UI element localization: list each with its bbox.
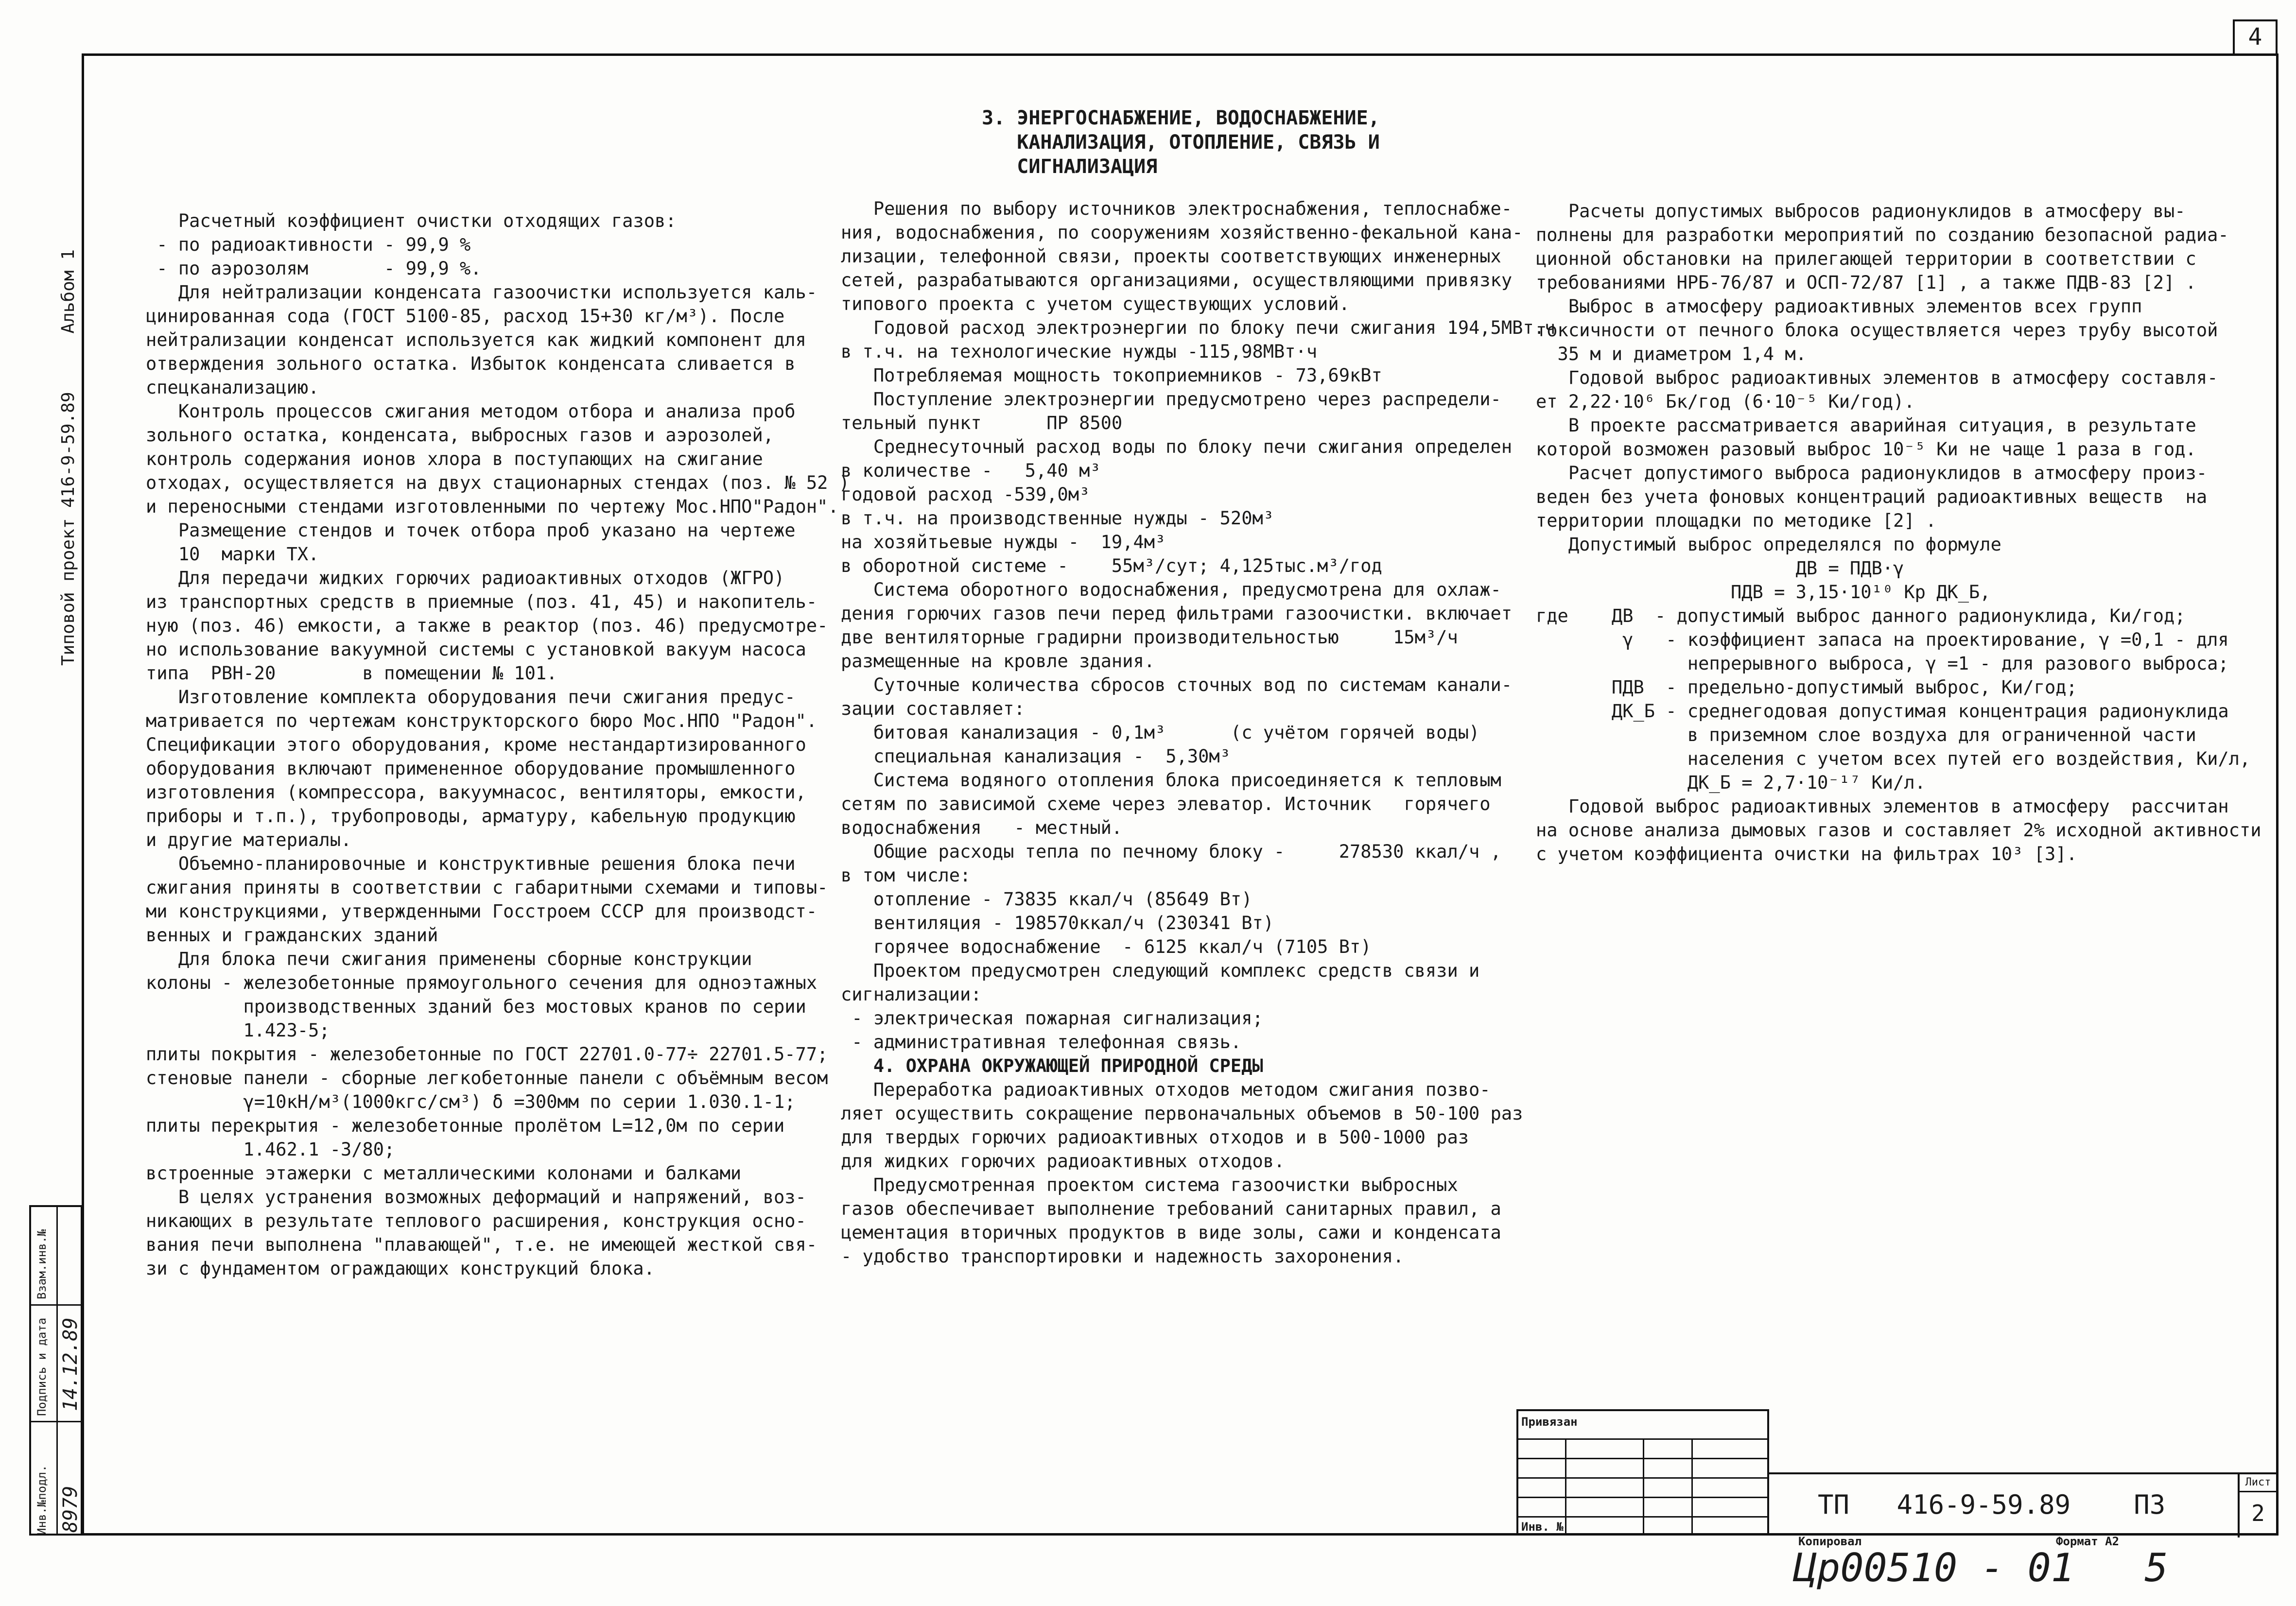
text-line: Допустимый выброс определялся по формуле [1536,534,2001,555]
column-left-text [146,209,850,1280]
text-line: водоснабжения - местный. [841,817,1123,838]
text-line: веден без учета фоновых концентраций радиоактивных веществ на [1536,486,2208,507]
stamp-sign-value: 14.12.89 [59,1317,82,1411]
text-line: оборудования включают примененное оборудование промышленного [146,758,796,779]
text-line: нейтрализации конденсат используется как жидкий компонент для [146,329,806,350]
text-line: В целях устранения возможных деформаций и напряжений, воз- [146,1187,806,1208]
text-line: - по радиоактивности - 99,9 % [146,234,471,255]
text-line: колоны - железобетонные прямоугольного сечения для одноэтажных [146,972,818,993]
text-line: спецканализацию. [146,377,319,398]
text-line: в оборотной системе - 55м³/сут; 4,125тыс.м³/год [841,555,1382,576]
sheet-corner-number: 4 [2233,19,2278,53]
text-line: токсичности от печного блока осуществляется через трубу высотой [1536,320,2218,341]
text-line: - по аэрозолям - 99,9 %. [146,258,482,279]
text-line: отопление - 73835 ккал/ч (85649 Вт) [841,889,1252,910]
text-line: никающих в результате теплового расширения, конструкция осно- [146,1210,806,1231]
text-line: Суточные количества сбросов сточных вод по системам канали- [841,674,1513,695]
text-line: специальная канализация - 5,30м³ [841,746,1231,767]
text-line: ми конструкциями, утвержденными Госстроем СССР для производст- [146,901,818,922]
text-line: которой возможен разовый выброс 10⁻⁵ Ки не чаще 1 раза в год. [1536,439,2196,460]
text-line: на основе анализа дымовых газов и составляет 2% исходной активности [1536,820,2261,841]
text-line: с учетом коэффициента очистки на фильтрах 10³ [3]. [1536,844,2077,864]
text-line: Система водяного отопления блока присоединяется к тепловым [841,770,1501,791]
text-line: встроенные этажерки с металлическими колонами и балками [146,1163,742,1184]
text-line: ДК_Б - среднегодовая допустимая концентрация радионуклида [1536,701,2229,722]
sheet-number: 2 [2251,1500,2265,1526]
title-block-inv-label: Инв. № [1521,1520,1564,1534]
text-line: Размещение стендов и точек отбора проб указано на чертеже [146,520,796,541]
text-line: зации составляет: [841,698,1025,719]
text-line: цинированная сода (ГОСТ 5100-85, расход 15+30 кг/м³). После [146,306,785,327]
text-line: газов обеспечивает выполнение требований санитарных правил, а [841,1198,1501,1219]
text-line: территории площадки по методике [2] . [1536,510,1937,531]
text-line: сжигания приняты в соответствии с габаритными схемами и типовы- [146,877,828,898]
text-line: для твердых горючих радиоактивных отходов и в 500-1000 раз [841,1127,1469,1148]
text-line: требованиями НРБ-76/87 и ОСП-72/87 [1] , а также ПДВ-83 [2] . [1536,272,2196,293]
text-line: ния, водоснабжения, по сооружениям хозяйственно-фекальной кана- [841,222,1523,243]
text-line: Расчеты допустимых выбросов радионуклидов в атмосферу вы- [1536,201,2186,222]
text-line: сетям по зависимой схеме через элеватор. Источник горячего [841,794,1491,814]
stamp-vzam-label: Взам.инв.№ [35,1229,49,1299]
sheet-number-box [2238,1474,2277,1537]
title-block [1516,1409,2279,1536]
text-line: годовой расход -539,0м³ [841,484,1090,505]
side-project-label [58,249,78,666]
registration-stamp [29,1205,83,1536]
handwritten-number: Цр00510 - 01 5 [1793,1545,2168,1590]
text-line: Выброс в атмосферу радиоактивных элементов всех групп [1536,296,2142,317]
text-line: вентиляция - 198570ккал/ч (230341 Вт) [841,913,1274,933]
text-line: Расчетный коэффициент очистки отходящих газов: [146,210,677,231]
text-line: Для блока печи сжигания применены сборные конструкции [146,949,752,969]
text-line: Годовой выброс радиоактивных элементов в атмосферу рассчитан [1536,796,2229,817]
text-line: тельный пункт ПР 8500 [841,413,1123,433]
text-line: в приземном слое воздуха для ограниченной части [1536,725,2196,745]
text-line: Потребляемая мощность токоприемников - 73,69кВт [841,365,1382,386]
text-line: для жидких горючих радиоактивных отходов. [841,1151,1285,1172]
text-line: ционной обстановки на прилегающей территории в соответствии с [1536,248,2196,269]
text-line: Предусмотренная проектом система газоочистки выбросных [841,1174,1458,1195]
side-album-label: Альбом 1 [58,249,78,334]
text-line: венных и гражданских зданий [146,925,438,946]
section-4-title: 4. ОХРАНА ОКРУЖАЮЩЕЙ ПРИРОДНОЙ СРЕДЫ [841,1055,1263,1076]
text-line: 10 марки ТХ. [146,544,319,565]
text-line: в количестве - 5,40 м³ [841,460,1101,481]
sheet-label: Лист [2240,1474,2277,1492]
text-line: плиты покрытия - железобетонные по ГОСТ 22701.0-77÷ 22701.5-77; [146,1044,828,1065]
text-line: производственных зданий без мостовых кранов по серии [146,996,806,1017]
text-line: γ - коэффициент запаса на проектирование, γ =0,1 - для [1536,629,2229,650]
text-line: контроль содержания ионов хлора в поступающих на сжигание [146,449,763,469]
text-line: Объемно-планировочные и конструктивные решения блока печи [146,853,796,874]
text-line: но использование вакуумной системы с установкой вакуум насоса [146,639,806,660]
text-line: γ=10кН/м³(1000кгс/см³) δ =300мм по серии 1.030.1-1; [146,1091,796,1112]
format-label: Формат А2 [2056,1535,2120,1548]
stamp-inv-label: Инв.№подл. [35,1465,49,1535]
side-project-code: Типовой проект 416-9-59.89 [58,392,78,666]
text-line: изготовления (компрессора, вакуумнасос, вентиляторы, емкости, [146,782,806,803]
text-line: из транспортных средств в приемные (поз. 41, 45) и накопитель- [146,591,818,612]
text-line: Спецификации этого оборудования, кроме нестандартизированного [146,734,806,755]
text-line: ПДВ = 3,15·10¹⁰ Кр ДК_Б, [1536,582,1991,603]
text-line: ляет осуществить сокращение первоначальных объемов в 50-100 раз [841,1103,1523,1124]
column-right-text [1536,199,2261,866]
text-line: и другие материалы. [146,829,352,850]
text-line: две вентиляторные градирни производительностью 15м³/ч [841,627,1458,648]
text-line: сигнализации: [841,984,982,1005]
column-middle-text [841,197,1556,1268]
text-line: В проекте рассматривается аварийная ситуация, в результате [1536,415,2196,436]
text-line: в т.ч. на технологические нужды -115,98МВт·ч [841,341,1318,362]
text-line: 35 м и диаметром 1,4 м. [1536,344,1807,364]
stamp-sign-label: Подпись и дата [35,1317,49,1416]
text-line: Общие расходы тепла по печному блоку - 278530 ккал/ч , [841,841,1501,862]
text-line: битовая канализация - 0,1м³ (с учётом горячей воды) [841,722,1480,743]
text-line: горячее водоснабжение - 6125 ккал/ч (7105 Вт) [841,936,1372,957]
text-line: приборы и т.п.), трубопроводы, арматуру, кабельную продукцию [146,806,796,827]
text-line: на хозяйтьевые нужды - 19,4м³ [841,532,1166,553]
text-line: ПДВ - предельно-допустимый выброс, Ки/год; [1536,677,2077,698]
text-line: ДК_Б = 2,7·10⁻¹⁷ Ки/л. [1536,772,1926,793]
text-line: Изготовление комплекта оборудования печи сжигания предус- [146,687,796,708]
text-line: Поступление электроэнергии предусмотрено через распредели- [841,389,1501,410]
text-line: плиты перекрытия - железобетонные пролётом L=12,0м по серии [146,1115,785,1136]
text-line: Годовой расход электроэнергии по блоку печи сжигания 194,5МВт.ч [841,317,1556,338]
text-line: и переносными стендами изготовленными по чертежу Мос.НПО"Радон". [146,496,839,517]
text-line: типового проекта с учетом существующих условий. [841,294,1350,314]
text-line: Контроль процессов сжигания методом отбора и анализа проб [146,401,796,422]
text-line: Годовой выброс радиоактивных элементов в атмосферу составля- [1536,367,2218,388]
section-3-title: 3. ЭНЕРГОСНАБЖЕНИЕ, ВОДОСНАБЖЕНИЕ, КАНАЛИЗАЦИЯ, ОТОПЛЕНИЕ, СВЯЗЬ И СИГНАЛИЗАЦИЯ [982,107,1380,178]
text-line: отверждения зольного остатка. Избыток конденсата сливается в [146,353,796,374]
text-line: стеновые панели - сборные легкобетонные панели с объёмным весом [146,1068,828,1088]
title-block-prim-label: Привязан [1521,1415,1578,1429]
text-line: Проектом предусмотрен следующий комплекс средств связи и [841,960,1480,981]
text-line: Для передачи жидких горючих радиоактивных отходов (ЖГРО) [146,568,785,588]
text-line: Для нейтрализации конденсата газоочистки используется каль- [146,282,818,303]
text-line: цементация вторичных продуктов в виде золы, сажи и конденсата [841,1222,1501,1243]
text-line: непрерывного выброса, γ =1 - для разового выброса; [1536,653,2229,674]
text-line: ДВ = ПДВ·γ [1536,558,1904,579]
text-line: ную (поз. 46) емкости, а также в реактор (поз. 46) предусмотре- [146,615,828,636]
text-line: в т.ч. на производственные нужды - 520м³ [841,508,1274,529]
text-line: дения горючих газов печи перед фильтрами газоочистки. включает [841,603,1513,624]
text-line: полнены для разработки мероприятий по созданию безопасной радиа- [1536,224,2229,245]
text-line: Переработка радиоактивных отходов методом сжигания позво- [841,1079,1491,1100]
text-line: лизации, телефонной связи, проекты соответствующих инженерных [841,246,1501,267]
text-line: - электрическая пожарная сигнализация; [841,1008,1263,1029]
stamp-inv-value: 8979 [59,1485,82,1533]
text-line: населения с учетом всех путей его воздействия, Ки/л, [1536,748,2251,769]
text-line: Расчет допустимого выброса радионуклидов в атмосферу произ- [1536,463,2208,484]
text-line: 1.462.1 -3/80; [146,1139,395,1160]
text-line: зи с фундаментом ограждающих конструкций блока. [146,1258,655,1279]
text-line: ет 2,22·10⁶ Бк/год (6·10⁻⁵ Ки/год). [1536,391,1915,412]
text-line: отходах, осуществляется на двух стационарных стендах (поз. № 52 ) [146,472,850,493]
text-line: Решения по выбору источников электроснабжения, теплоснабже- [841,198,1513,219]
text-line: матривается по чертежам конструкторского бюро Мос.НПО "Радон". [146,710,818,731]
text-line: где ДВ - допустимый выброс данного радионуклида, Ки/год; [1536,605,2186,626]
text-line: типа РВН-20 в помещении № 101. [146,663,557,684]
text-line: вания печи выполнена "плавающей", т.е. не имеющей жесткой свя- [146,1234,818,1255]
text-line: Среднесуточный расход воды по блоку печи сжигания определен [841,436,1513,457]
document-code: ТП 416-9-59.89 ПЗ [1818,1489,2166,1520]
text-line: 1.423-5; [146,1020,330,1041]
text-line: в том числе: [841,865,971,886]
text-line: Система оборотного водоснабжения, предусмотрена для охлаж- [841,579,1501,600]
copied-by-label: Копировал [1798,1535,1862,1548]
text-line: размещенные на кровле здания. [841,651,1155,672]
text-line: - удобство транспортировки и надежность захоронения. [841,1246,1404,1267]
text-line: зольного остатка, конденсата, выбросных газов и аэрозолей, [146,425,774,446]
text-line: - административная телефонная связь. [841,1032,1242,1053]
text-line: сетей, разрабатываются организациями, осуществляющими привязку [841,270,1513,291]
